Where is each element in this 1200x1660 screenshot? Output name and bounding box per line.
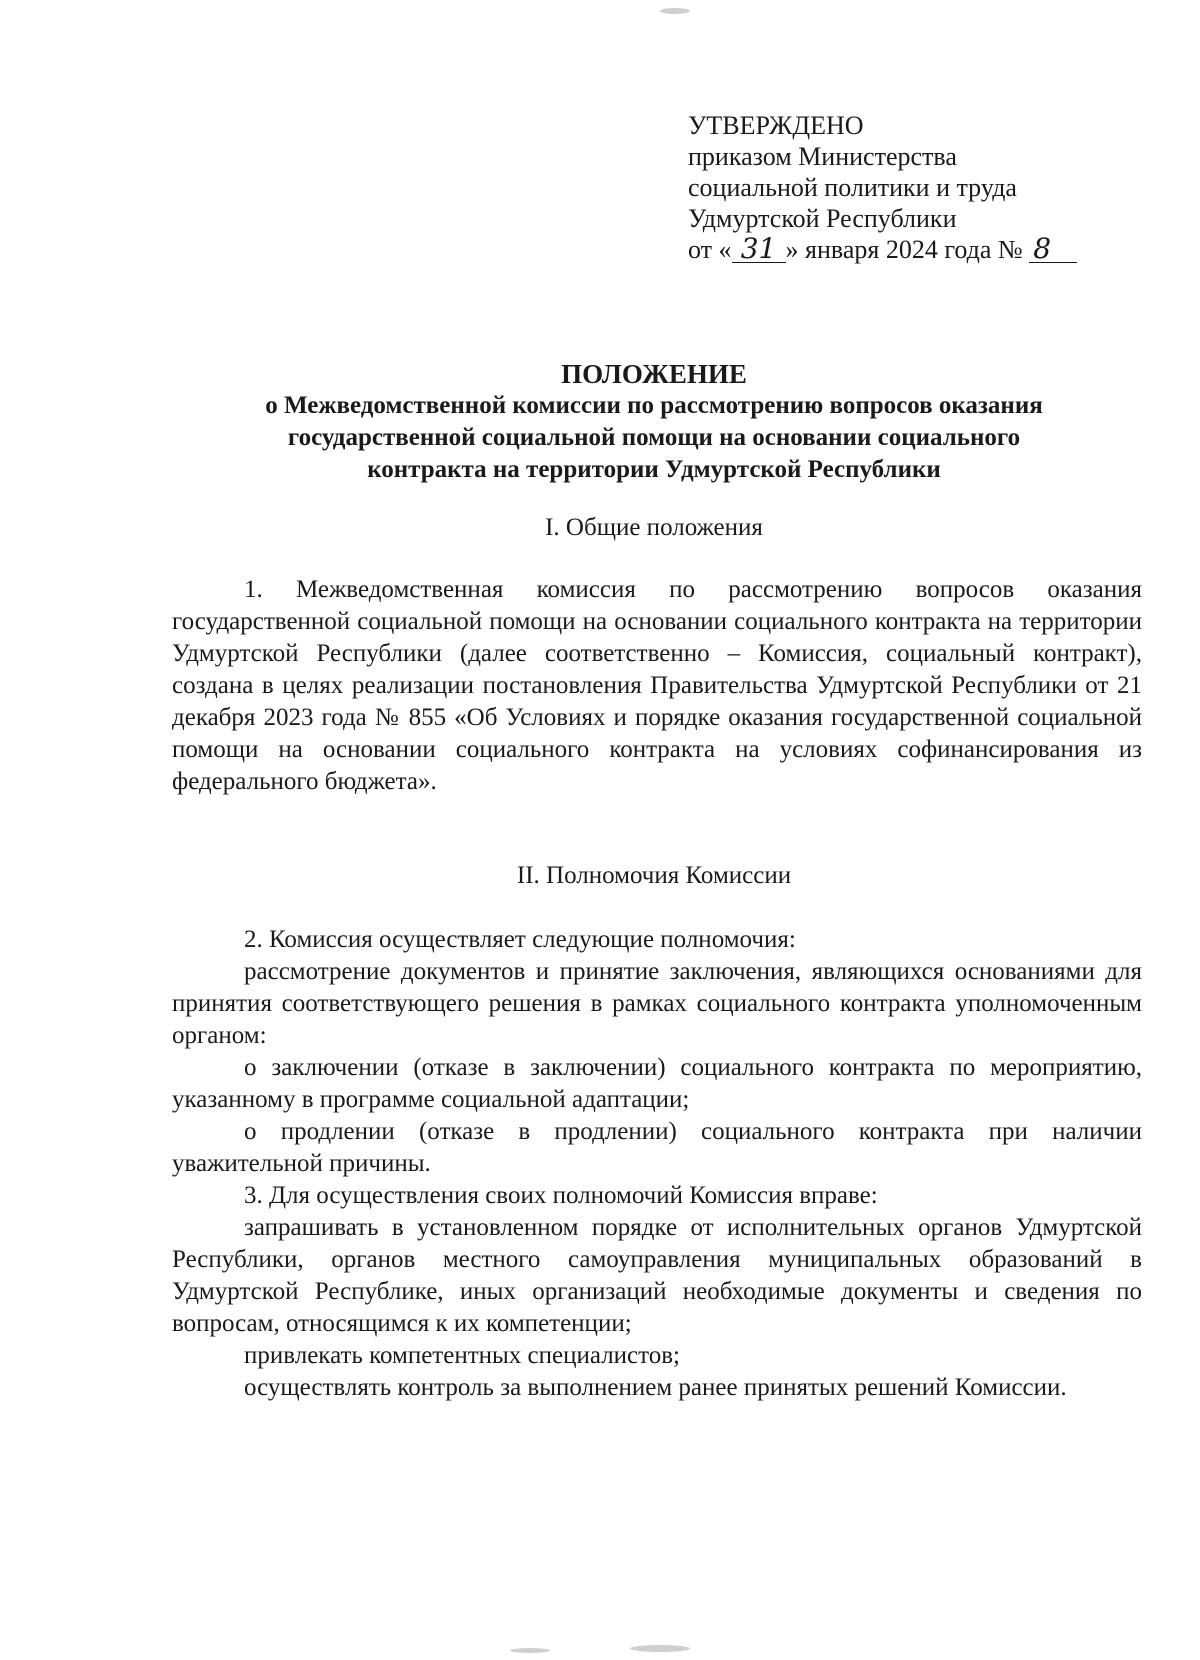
paragraph: 3. Для осуществления своих полномочий Комиссия вправе: <box>244 1182 878 1209</box>
approval-block <box>688 110 1077 265</box>
approval-line-3: Удмуртской Республики <box>688 204 957 233</box>
scan-artifact <box>660 8 690 14</box>
paragraph: о продлении (отказе в продлении) социального контракта при наличии уважительной причины. <box>172 1118 1142 1177</box>
paragraph: о заключении (отказе в заключении) социального контракта по мероприятию, указанному в программе социальной адаптации; <box>172 1054 1142 1113</box>
handwritten-order-number: 8 <box>1029 236 1077 263</box>
section-2-heading: II. Полномочия Комиссии <box>516 862 792 889</box>
title-line-2: государственной социальной помощи на основании социального <box>287 424 1021 451</box>
scan-artifact <box>630 1645 690 1652</box>
approval-line-1: приказом Министерства <box>688 142 957 171</box>
title-line-1: о Межведомственной комиссии по рассмотрению вопросов оказания <box>265 392 1043 419</box>
handwritten-day: 31 <box>732 236 786 263</box>
section-1-heading: I. Общие положения <box>545 514 763 541</box>
date-prefix: от « <box>688 235 732 264</box>
document-title <box>120 358 1188 486</box>
paragraph: осуществлять контроль за выполнением ранее принятых решений Комиссии. <box>244 1374 1067 1401</box>
section-1-body <box>172 574 1142 798</box>
approval-line-2: социальной политики и труда <box>688 173 1017 202</box>
paragraph-1: 1. Межведомственная комиссия по рассмотрению вопросов оказания государственной социальной помощи на основании социального контракта на территории Удмуртской Республики (далее соответственно – Комиссия, социальный контракт), создана в целях реализации постановления Правительства Удмуртской Республики от 21 декабря 2023 года № 855 «Об Условиях и порядке оказания государственной социальной помощи на основании социального контракта на условиях софинансирования из федерального бюджета». <box>172 576 1142 795</box>
approval-stamp: УТВЕРЖДЕНО <box>688 111 864 140</box>
date-middle: » января 2024 года № <box>785 235 1023 264</box>
scan-artifact <box>510 1648 550 1653</box>
section-2-body <box>172 924 1142 1404</box>
doc-type-heading: ПОЛОЖЕНИЕ <box>561 359 747 389</box>
approval-date-line <box>688 234 1077 265</box>
paragraph: привлекать компетентных специалистов; <box>244 1342 680 1369</box>
paragraph: рассмотрение документов и принятие заключения, являющихся основаниями для принятия соответствующего решения в рамках социального контракта уполномоченным органом: <box>172 958 1142 1049</box>
title-line-3: контракта на территории Удмуртской Республики <box>367 456 941 483</box>
paragraph: запрашивать в установленном порядке от исполнительных органов Удмуртской Республики, органов местного самоуправления муниципальных образований в Удмуртской Республике, иных организаций необходимые документы и сведения по вопросам, относящимся к их компетенции; <box>172 1214 1142 1337</box>
paragraph: 2. Комиссия осуществляет следующие полномочия: <box>244 926 796 953</box>
